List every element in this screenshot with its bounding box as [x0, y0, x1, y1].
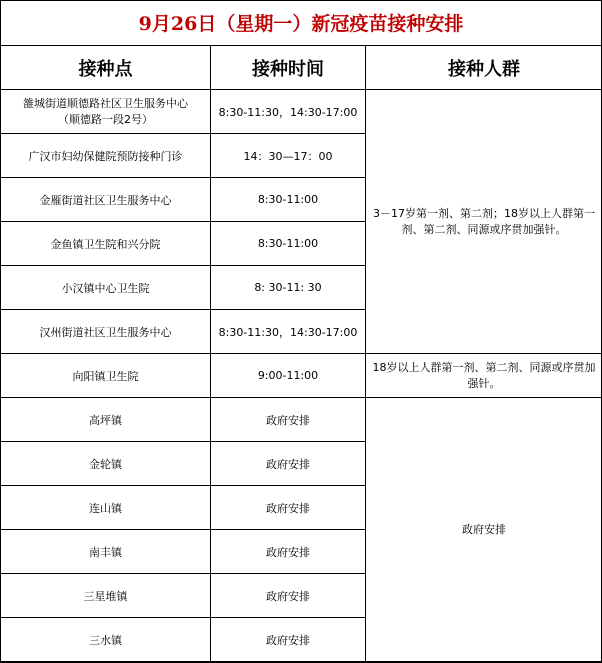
header-site: 接种点: [1, 46, 211, 90]
time-cell: 政府安排: [211, 442, 366, 486]
group-cell: 3－17岁第一剂、第二剂；18岁以上人群第一剂、第二剂、同源或序贯加强针。: [366, 90, 602, 354]
time-cell: 8:30-11:30，14:30-17:00: [211, 310, 366, 354]
group-cell: 18岁以上人群第一剂、第二剂、同源或序贯加强针。: [366, 354, 602, 398]
time-cell: 14：30—17：00: [211, 134, 366, 178]
header-time: 接种时间: [211, 46, 366, 90]
time-cell: 8: 30-11: 30: [211, 266, 366, 310]
site-cell: 向阳镇卫生院: [1, 354, 211, 398]
site-cell: 广汉市妇幼保健院预防接种门诊: [1, 134, 211, 178]
schedule-table: [0, 45, 602, 662]
site-cell: 三星堆镇: [1, 574, 211, 618]
time-cell: 8:30-11:00: [211, 222, 366, 266]
table-row: [1, 398, 602, 442]
time-cell: 政府安排: [211, 398, 366, 442]
header-row: [1, 46, 602, 90]
time-cell: 8:30-11:00: [211, 178, 366, 222]
time-cell: 政府安排: [211, 530, 366, 574]
site-cell: 南丰镇: [1, 530, 211, 574]
site-cell: 连山镇: [1, 486, 211, 530]
site-cell: 金鱼镇卫生院和兴分院: [1, 222, 211, 266]
time-cell: 9:00-11:00: [211, 354, 366, 398]
table-row: [1, 354, 602, 398]
site-cell: 雒城街道顺德路社区卫生服务中心 （顺德路一段2号）: [1, 90, 211, 134]
time-cell: 政府安排: [211, 618, 366, 662]
header-group: 接种人群: [366, 46, 602, 90]
time-cell: 政府安排: [211, 574, 366, 618]
site-cell: 小汉镇中心卫生院: [1, 266, 211, 310]
time-cell: 8:30-11:30，14:30-17:00: [211, 90, 366, 134]
time-cell: 政府安排: [211, 486, 366, 530]
site-cell: 高坪镇: [1, 398, 211, 442]
site-cell: 三水镇: [1, 618, 211, 662]
page-title: 9月26日（星期一）新冠疫苗接种安排: [138, 13, 464, 35]
site-cell: 金轮镇: [1, 442, 211, 486]
site-cell: 金雁街道社区卫生服务中心: [1, 178, 211, 222]
table-row: [1, 90, 602, 134]
group-cell: 政府安排: [366, 398, 602, 662]
site-cell: 汉州街道社区卫生服务中心: [1, 310, 211, 354]
